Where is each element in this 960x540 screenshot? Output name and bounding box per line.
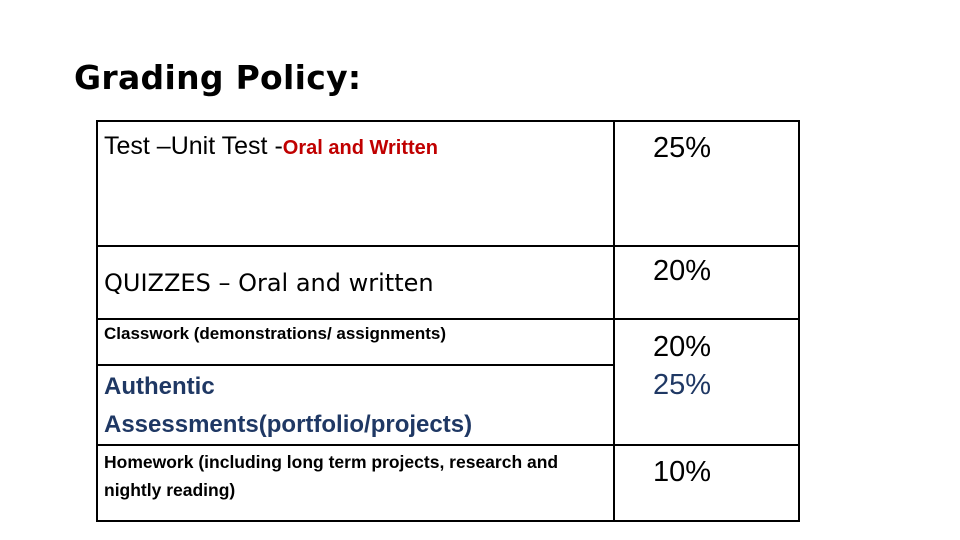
percent-cell [614, 121, 799, 246]
percent-value: 20% [653, 331, 712, 363]
percent-cell [614, 319, 799, 445]
category-label: QUIZZES – Oral and written [104, 268, 434, 297]
percent-value: 25% [653, 369, 712, 401]
grading-policy-table [96, 120, 800, 522]
percent-value: 25% [653, 132, 712, 164]
page-title: Grading Policy: [74, 58, 362, 97]
percent-value: 10% [653, 456, 712, 488]
category-cell [97, 445, 614, 521]
category-cell [97, 319, 614, 365]
category-label: Authentic [104, 373, 215, 400]
table-row [97, 319, 799, 365]
percent-cell [614, 445, 799, 521]
table-row [97, 121, 799, 246]
category-cell [97, 365, 614, 445]
category-label: Classwork (demonstrations/ assignments) [104, 324, 446, 343]
category-sublabel: Oral and Written [282, 137, 438, 159]
category-label: nightly reading) [104, 480, 236, 500]
category-cell [97, 121, 614, 246]
percent-cell [614, 246, 799, 319]
category-label: Test –Unit Test - [104, 132, 283, 160]
category-label: Assessments(portfolio/projects) [104, 411, 473, 438]
category-cell [97, 246, 614, 319]
category-label: Homework (including long term projects, research and [104, 452, 559, 472]
table-row [97, 445, 799, 521]
table-row [97, 246, 799, 319]
percent-value: 20% [653, 255, 712, 287]
